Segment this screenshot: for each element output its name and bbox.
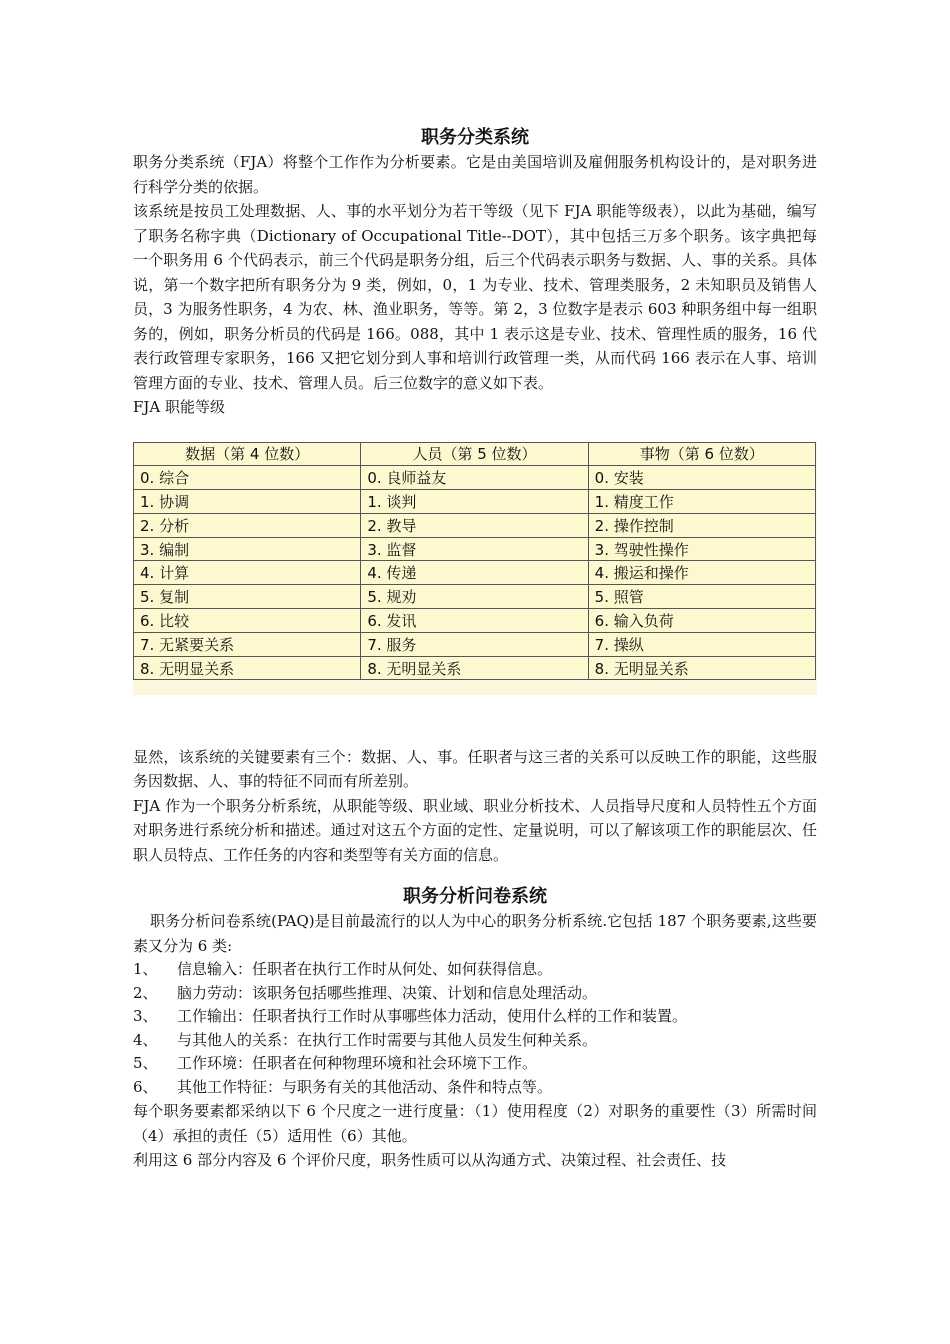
section2-intro: 职务分析问卷系统(PAQ)是目前最流行的以人为中心的职务分析系统.它包括 187 个职务要素,这些要素又分为 6 类: [133,912,817,955]
table-cell: 3. 监督 [361,537,588,561]
table-caption: FJA 职能等级 [133,398,226,416]
table-cell: 0. 综合 [134,466,361,490]
table-row [134,466,816,490]
table-cell: 3. 编制 [134,537,361,561]
table-cell: 5. 复制 [134,585,361,609]
list-text: 信息输入：任职者在执行工作时从何处、如何获得信息。 [177,960,553,978]
list-item [133,1005,817,1029]
section1-after-paragraph-1: 显然，该系统的关键要素有三个：数据、人、事。任职者与这三者的关系可以反映工作的职能，这些服务因数据、人、事的特征不同而有所差别。 [133,747,817,790]
table-cell: 0. 良师益友 [361,466,588,490]
list-text: 工作输出：任职者执行工作时从事哪些体力活动，使用什么样的工作和装置。 [177,1007,688,1025]
list-number: 4、 [133,1030,158,1049]
fja-table-figure [133,442,817,695]
list-number: 6、 [133,1077,158,1096]
list-number: 1、 [133,960,158,978]
table-cell: 8. 无明显关系 [588,656,815,680]
table-row [134,561,816,585]
section1-after-paragraph-2: FJA 作为一个职务分析系统，从职能等级、职业域、职业分析技术、人员指导尺度和人员特性五个方面对职务进行系统分析和描述。通过对这五个方面的定性、定量说明，可以了解该项工作的职能层次、任职人员特点、工作任务的内容和类型等有关方面的信息。 [133,796,817,864]
table-cell: 8. 无明显关系 [134,656,361,680]
table-cell: 6. 比较 [134,609,361,633]
list-item [133,1052,817,1076]
list-item [133,1029,817,1053]
fja-level-table [133,442,816,681]
list-number: 2、 [133,983,158,1002]
table-row [134,490,816,514]
table-header-row [134,442,816,466]
list-number: 3、 [133,1007,158,1025]
table-cell: 3. 驾驶性操作 [588,537,815,561]
paq-element-list [133,958,817,1099]
table-cell: 4. 计算 [134,561,361,585]
table-cell: 7. 服务 [361,632,588,656]
table-cell: 7. 无紧要关系 [134,632,361,656]
table-cell: 6. 发讯 [361,609,588,633]
table-row [134,609,816,633]
table-row [134,513,816,537]
section2-closing-1: 每个职务要素都采纳以下 6 个尺度之一进行度量：（1）使用程度（2）对职务的重要性（3）所需时间（4）承担的责任（5）适用性（6）其他。 [133,1102,817,1145]
section1-paragraph-1: 职务分类系统（FJA）将整个工作作为分析要素。它是由美国培训及雇佣服务机构设计的，是对职务进行科学分类的依据。 [133,153,817,196]
table-cell: 2. 分析 [134,513,361,537]
table-cell: 0. 安装 [588,466,815,490]
list-number: 5、 [133,1054,158,1072]
table-cell: 6. 输入负荷 [588,609,815,633]
table-cell: 4. 搬运和操作 [588,561,815,585]
spacer [133,695,817,745]
list-item [133,1076,817,1100]
table-cell: 5. 照管 [588,585,815,609]
table-cell: 2. 操作控制 [588,513,815,537]
table-header-things: 事物（第 6 位数） [588,442,815,466]
section1-paragraph-2: 该系统是按员工处理数据、人、事的水平划分为若干等级（见下 FJA 职能等级表），以此为基础，编写了职务名称字典（Dictionary of Occupational Title--DOT），其中包括三万多个职务。该字典把每一个职务用 6 个代码表示，前三个代码是职务分组，后三个代码表示职务与数据、人、事的关系。具体说，第一个数字把所有职务分为 9 类，例如，0，1 为专业、技术、管理类服务，2 未知职员及销售人员，3 为服务性职务，4 为农、林、渔业职务，等等。第 2，3 位数字是表示 603 种职务组中每一组职务的，例如，职务分析员的代码是 166。088，其中 1 表示这是专业、技术、管理性质的服务，16 代表行政管理专家职务，166 又把它划分到人事和培训行政管理一类，从而代码 166 表示在人事、培训管理方面的专业、技术、管理人员。后三位数字的意义如下表。 [133,202,817,392]
table-row [134,537,816,561]
table-header-data: 数据（第 4 位数） [134,442,361,466]
section1-title: 职务分类系统 [421,127,529,148]
table-cell: 1. 精度工作 [588,490,815,514]
table-cell: 8. 无明显关系 [361,656,588,680]
table-cell: 1. 谈判 [361,490,588,514]
section2-closing-2: 利用这 6 部分内容及 6 个评价尺度，职务性质可以从沟通方式、决策过程、社会责任、技 [133,1151,727,1169]
table-row [134,585,816,609]
table-cell: 1. 协调 [134,490,361,514]
list-text: 与其他人的关系：在执行工作时需要与其他人员发生何种关系。 [177,1030,598,1049]
list-item [133,982,817,1006]
table-row [134,656,816,680]
list-item [133,958,817,982]
table-cell: 5. 规劝 [361,585,588,609]
section2-title: 职务分析问卷系统 [403,886,547,907]
table-cell: 7. 操纵 [588,632,815,656]
table-row [134,632,816,656]
table-cell: 2. 教导 [361,513,588,537]
table-header-people: 人员（第 5 位数） [361,442,588,466]
list-text: 脑力劳动：该职务包括哪些推理、决策、计划和信息处理活动。 [177,983,598,1002]
list-text: 其他工作特征：与职务有关的其他活动、条件和特点等。 [177,1077,553,1096]
document-page [133,126,817,1173]
list-text: 工作环境：任职者在何种物理环境和社会环境下工作。 [177,1054,538,1072]
table-cell: 4. 传递 [361,561,588,585]
spacer [133,867,817,885]
